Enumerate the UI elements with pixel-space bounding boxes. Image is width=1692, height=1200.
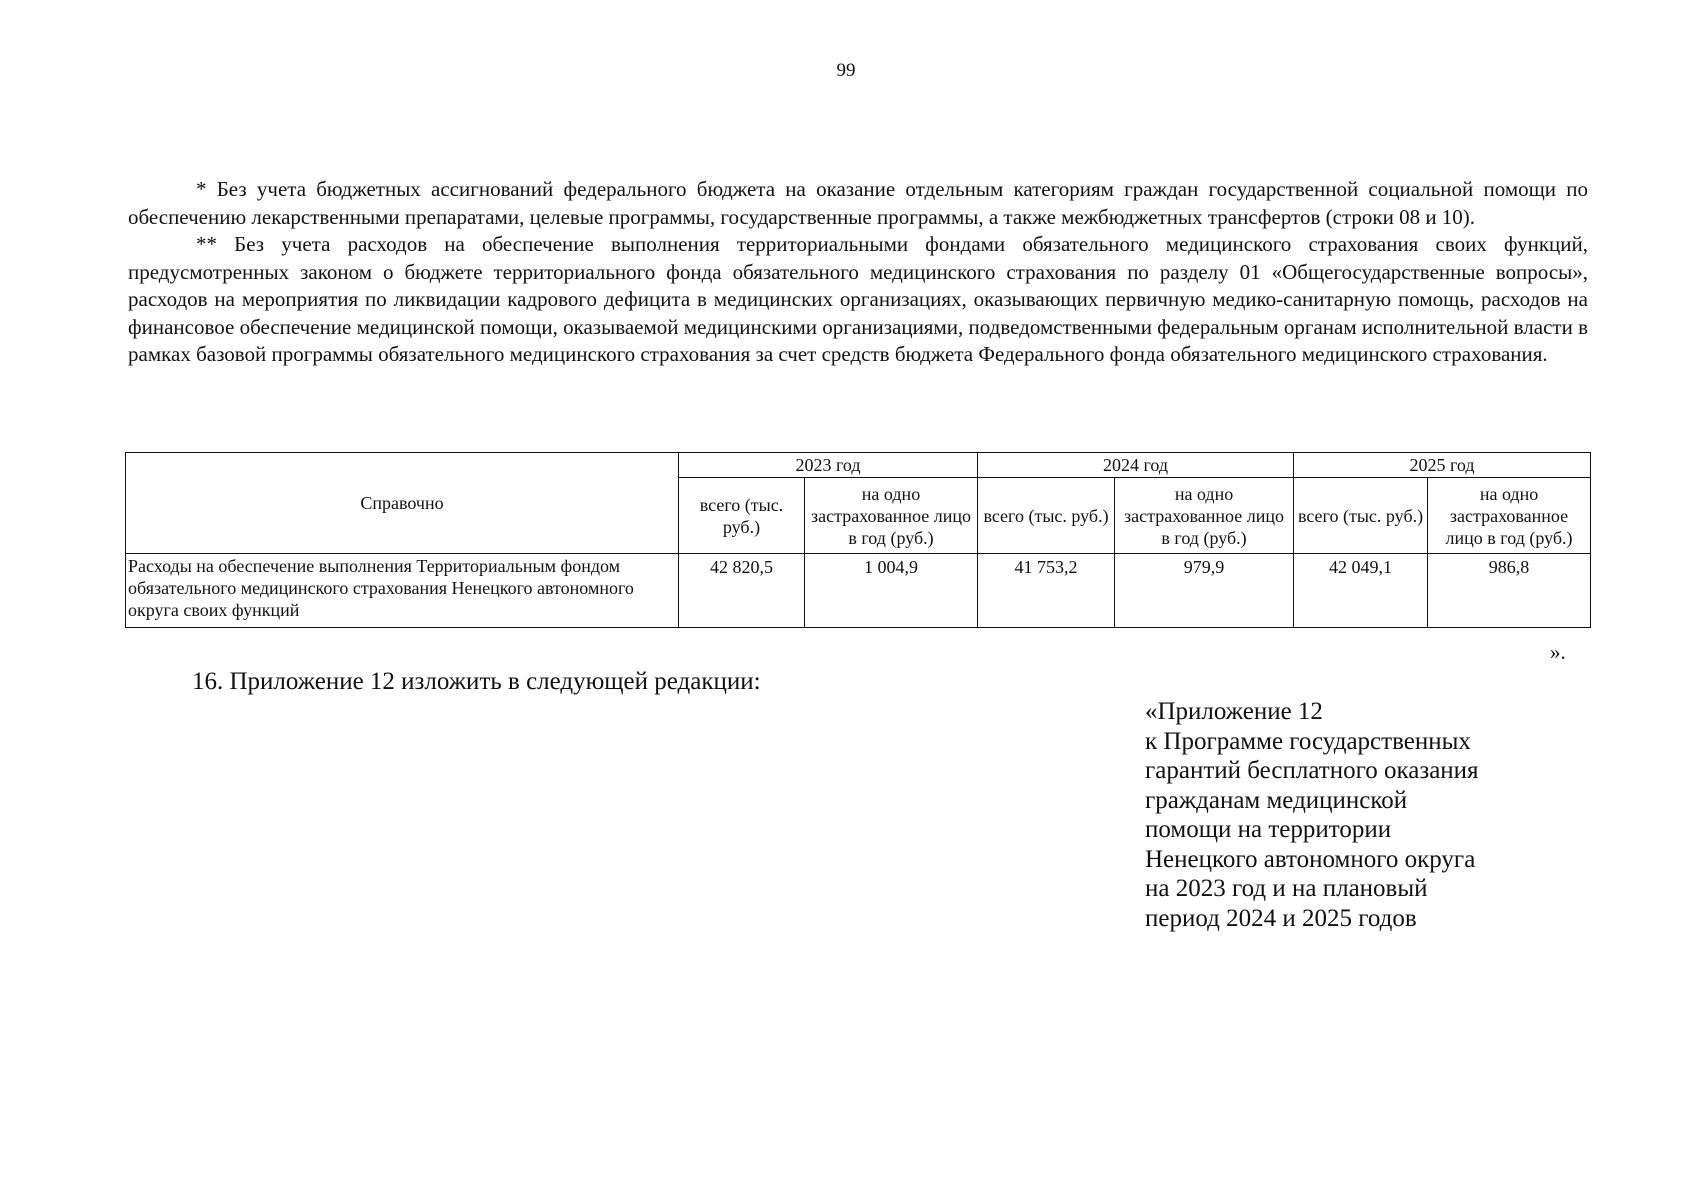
item-16-instruction: 16. Приложение 12 изложить в следующей редакции:	[192, 668, 761, 695]
appendix-line: Ненецкого автономного округа	[1145, 845, 1476, 873]
appendix-line: гражданам медицинской	[1145, 786, 1408, 814]
appendix-line: период 2024 и 2025 годов	[1145, 904, 1417, 932]
appendix-line: «Приложение 12	[1145, 698, 1323, 725]
sub-header-total: всего (тыс. руб.)	[978, 478, 1115, 554]
year-header-2023: 2023 год	[679, 453, 978, 478]
value-2024-per-person: 979,9	[1115, 554, 1294, 628]
appendix-line: к Программе государственных	[1145, 727, 1471, 755]
ref-header: Справочно	[126, 453, 679, 554]
footnote-double-star: ** Без учета расходов на обеспечение выполнения территориальными фондами обязательного медицинского страхования своих функций, предусмотренных законом о бюджете территориального фонда обязательного медицинского страхования по разделу 01 «Общегосударственные вопросы», расходов на мероприятия по ликвидации кадрового дефицита в медицинских организациях, оказывающих первичную медико-санитарную помощь, расходов на финансовое обеспечение медицинской помощи, оказываемой медицинскими организациями, подведомственными федеральным органам исполнительной власти в рамках базовой программы обязательного медицинского страхования за счет средств бюджета Федерального фонда обязательного медицинского страхования.	[128, 232, 1588, 366]
sub-header-total: всего (тыс. руб.)	[1294, 478, 1428, 554]
appendix-line: помощи на территории	[1145, 816, 1392, 843]
appendix-line: на 2023 год и на плановый	[1145, 875, 1428, 902]
year-header-2024: 2024 год	[978, 453, 1294, 478]
table-row	[126, 554, 1591, 628]
appendix-line: гарантий бесплатного оказания	[1145, 757, 1479, 784]
appendix-header	[1145, 697, 1565, 933]
closing-quote: ».	[1550, 640, 1566, 664]
value-2025-total: 42 049,1	[1294, 554, 1428, 628]
value-2023-per-person: 1 004,9	[805, 554, 978, 628]
sub-header-per-person: на одно застрахованное лицо в год (руб.)	[1115, 478, 1294, 554]
table-header-row-years	[126, 453, 1591, 478]
footnotes	[128, 176, 1588, 369]
row-label: Расходы на обеспечение выполнения Территориальным фондом обязательного медицинского страхования Ненецкого автономного округа своих функций	[126, 554, 679, 628]
sub-header-per-person: на одно застрахованное лицо в год (руб.)	[1428, 478, 1591, 554]
sub-header-total: всего (тыс. руб.)	[679, 478, 805, 554]
value-2024-total: 41 753,2	[978, 554, 1115, 628]
value-2025-per-person: 986,8	[1428, 554, 1591, 628]
sub-header-per-person: на одно застрахованное лицо в год (руб.)	[805, 478, 978, 554]
value-2023-total: 42 820,5	[679, 554, 805, 628]
footnote-single-star: * Без учета бюджетных ассигнований федерального бюджета на оказание отдельным категориям граждан государственной социальной помощи по обеспечению лекарственными препаратами, целевые программы, государственные программы, а также межбюджетных трансфертов (строки 08 и 10).	[128, 177, 1588, 229]
year-header-2025: 2025 год	[1294, 453, 1591, 478]
page-number: 99	[836, 60, 856, 81]
reference-table	[125, 452, 1591, 628]
